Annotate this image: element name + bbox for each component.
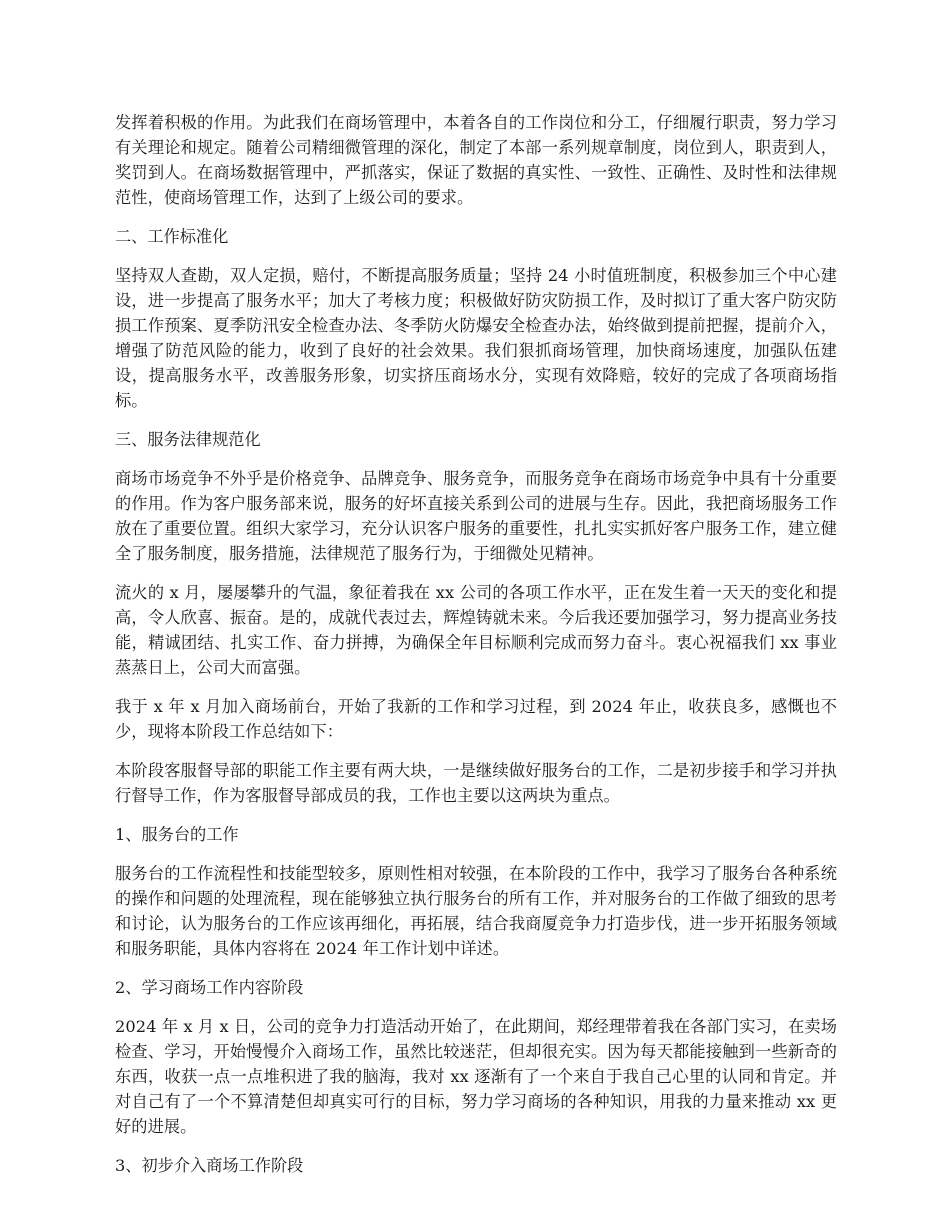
section-heading-standardization: 二、工作标准化 — [115, 227, 229, 246]
paragraph-service-desk: 服务台的工作流程性和技能型较多，原则性相对较强，在本阶段的工作中，我学习了服务台各种系统的操作和问题的处理流程，现在能够独立执行服务台的所有工作，并对服务台的工作做了细致的思考和讨论，认为服务台的工作应该再细化，再拓展，结合我商厦竞争力打造步伐，进一步开拓服务领域和服务职能，具体内容将在 2024 年工作计划中详述。 — [115, 864, 837, 958]
section-heading-learning-stage: 2、学习商场工作内容阶段 — [115, 978, 304, 997]
paragraph-joining: 我于 x 年 x 月加入商场前台，开始了我新的工作和学习过程，到 2024 年止，收获良多，感慨也不少，现将本阶段工作总结如下： — [115, 697, 837, 741]
document-page — [115, 110, 837, 1192]
section-heading-initial-involvement: 3、初步介入商场工作阶段 — [115, 1156, 304, 1175]
section-heading-service-desk: 1、服务台的工作 — [115, 825, 239, 844]
paragraph-department-duties: 本阶段客服督导部的职能工作主要有两大块，一是继续做好服务台的工作，二是初步接手和学习并执行督导工作，作为客服督导部成员的我，工作也主要以这两块为重点。 — [115, 761, 837, 805]
paragraph-outlook: 流火的 x 月，屡屡攀升的气温，象征着我在 xx 公司的各项工作水平，正在发生着一天天的变化和提高，令人欣喜、振奋。是的，成就代表过去，辉煌铸就未来。今后我还要加强学习，努力提高业务技能，精诚团结、扎实工作、奋力拼搏，为确保全年目标顺利完成而努力奋斗。衷心祝福我们 xx 事业蒸蒸日上，公司大而富强。 — [115, 583, 837, 677]
paragraph-intro: 发挥着积极的作用。为此我们在商场管理中，本着各自的工作岗位和分工，仔细履行职责，努力学习有关理论和规定。随着公司精细微管理的深化，制定了本部一系列规章制度，岗位到人，职责到人，奖罚到人。在商场数据管理中，严抓落实，保证了数据的真实性、一致性、正确性、及时性和法律规范性，使商场管理工作，达到了上级公司的要求。 — [115, 113, 837, 207]
paragraph-learning-stage: 2024 年 x 月 x 日，公司的竞争力打造活动开始了，在此期间，郑经理带着我在各部门实习，在卖场检查、学习，开始慢慢介入商场工作，虽然比较迷茫，但却很充实。因为每天都能接触到一些新奇的东西，收获一点一点堆积进了我的脑海，我对 xx 逐渐有了一个来自于我自己心里的认同和肯定。并对自己有了一个不算清楚但却真实可行的目标，努力学习商场的各种知识，用我的力量来推动 xx 更好的进展。 — [115, 1017, 837, 1136]
paragraph-service-competition: 商场市场竞争不外乎是价格竞争、品牌竞争、服务竞争，而服务竞争在商场市场竞争中具有十分重要的作用。作为客户服务部来说，服务的好坏直接关系到公司的进展与生存。因此，我把商场服务工作放在了重要位置。组织大家学习，充分认识客户服务的重要性，扎扎实实抓好客户服务工作，建立健全了服务制度，服务措施，法律规范了服务行为，于细微处见精神。 — [115, 469, 837, 563]
section-heading-service-law: 三、服务法律规范化 — [115, 430, 261, 449]
paragraph-standardization: 坚持双人查勘，双人定损，赔付，不断提高服务质量；坚持 24 小时值班制度，积极参加三个中心建设，进一步提高了服务水平；加大了考核力度；积极做好防灾防损工作，及时拟订了重大客户防灾防损工作预案、夏季防汛安全检查办法、冬季防火防爆安全检查办法，始终做到提前把握，提前介入，增强了防范风险的能力，收到了良好的社会效果。我们狠抓商场管理，加快商场速度，加强队伍建设，提高服务水平，改善服务形象，切实挤压商场水分，实现有效降赔，较好的完成了各项商场指标。 — [115, 266, 837, 410]
